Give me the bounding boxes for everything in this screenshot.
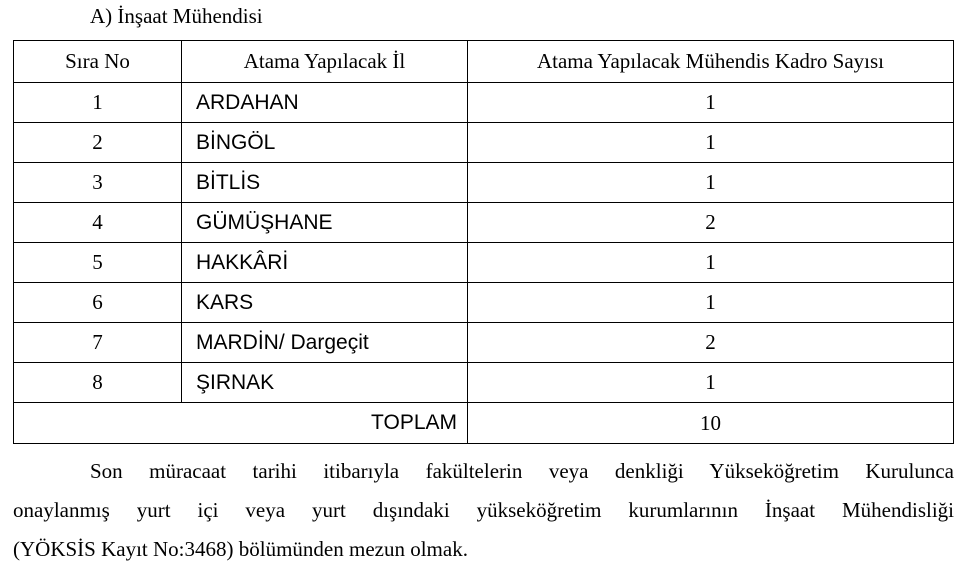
- row-number: 2: [14, 123, 182, 163]
- header-il: Atama Yapılacak İl: [182, 41, 468, 83]
- total-label: TOPLAM: [14, 403, 468, 444]
- row-number: 6: [14, 283, 182, 323]
- table-row: [14, 83, 954, 123]
- row-number: 5: [14, 243, 182, 283]
- row-count: 2: [468, 323, 954, 363]
- table-header-row: [14, 41, 954, 83]
- requirement-paragraph: [13, 452, 954, 569]
- header-sira-no: Sıra No: [14, 41, 182, 83]
- table-row: [14, 243, 954, 283]
- table-row: [14, 283, 954, 323]
- table-row: [14, 323, 954, 363]
- table-row: [14, 203, 954, 243]
- row-number: 3: [14, 163, 182, 203]
- table-row: [14, 163, 954, 203]
- total-value: 10: [468, 403, 954, 444]
- row-number: 8: [14, 363, 182, 403]
- row-count: 2: [468, 203, 954, 243]
- total-row: [14, 403, 954, 444]
- row-count: 1: [468, 83, 954, 123]
- row-count: 1: [468, 163, 954, 203]
- paragraph-line-1: Son müracaat tarihi itibarıyla fakültelerin veya denkliği Yükseköğretim Kurulunca: [90, 459, 954, 483]
- paragraph-line-2: onaylanmış yurt içi veya yurt dışındaki yükseköğretim kurumlarının İnşaat Mühendisliği: [13, 498, 954, 522]
- row-province: ARDAHAN: [182, 83, 468, 123]
- row-province: HAKKÂRİ: [182, 243, 468, 283]
- row-number: 1: [14, 83, 182, 123]
- row-province: BİNGÖL: [182, 123, 468, 163]
- row-count: 1: [468, 363, 954, 403]
- row-province: KARS: [182, 283, 468, 323]
- section-heading: A) İnşaat Mühendisi: [90, 4, 263, 28]
- row-province: BİTLİS: [182, 163, 468, 203]
- row-count: 1: [468, 243, 954, 283]
- row-province: ŞIRNAK: [182, 363, 468, 403]
- row-count: 1: [468, 283, 954, 323]
- assignment-table: [13, 40, 954, 444]
- table-row: [14, 363, 954, 403]
- row-province: GÜMÜŞHANE: [182, 203, 468, 243]
- row-number: 4: [14, 203, 182, 243]
- header-kadro-sayisi: Atama Yapılacak Mühendis Kadro Sayısı: [468, 41, 954, 83]
- row-province: MARDİN/ Dargeçit: [182, 323, 468, 363]
- row-number: 7: [14, 323, 182, 363]
- table-row: [14, 123, 954, 163]
- paragraph-line-3: (YÖKSİS Kayıt No:3468) bölümünden mezun olmak.: [13, 537, 468, 561]
- row-count: 1: [468, 123, 954, 163]
